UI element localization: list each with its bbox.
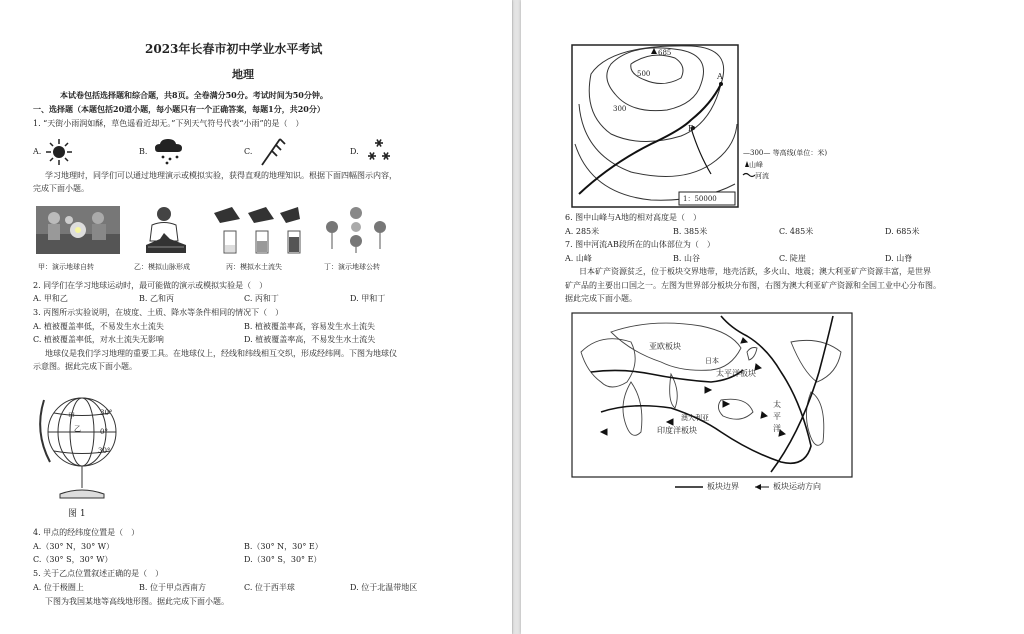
q3-opt-b: B. 植被覆盖率高，容易发生水土流失 — [244, 322, 375, 331]
q2-opt-d: D. 甲和丁 — [350, 294, 386, 303]
q7-stem: 7. 图中河流AB段所在的山体部位为（ ） — [565, 240, 715, 249]
plate-label-eurasian: 亚欧板块 — [649, 342, 681, 351]
wind-symbol-icon — [258, 134, 286, 168]
plate-label-australia: 澳大利亚 — [681, 414, 709, 422]
q3-opt-c: C. 植被覆盖率低，对水土流失无影响 — [33, 335, 164, 344]
legend-contour: —300— 等高线(单位：米) — [743, 149, 828, 157]
peak-elevation: 685 — [658, 49, 672, 57]
q4-opt-b: B.（30° N，30° E） — [244, 542, 323, 551]
mountain-demo-photo — [140, 205, 190, 255]
q3-opt-d: D. 植被覆盖率高，不易发生水土流失 — [244, 335, 376, 344]
q5-opt-c: C. 位于西半球 — [244, 583, 295, 592]
caption-yi: 乙：模拟山脉形成 — [134, 263, 190, 271]
q7-opt-d: D. 山脊 — [885, 254, 913, 263]
passage-4-line-1: 日本矿产资源贫乏，位于板块交界地带，地壳活跃，多火山、地震；澳大利亚矿产资源丰富，是世界 — [579, 267, 931, 276]
q6-opt-c: C. 485米 — [779, 227, 814, 236]
plate-label-japan: 日本 — [705, 357, 719, 365]
passage-4-line-2: 矿产品的主要出口国之一。左图为世界部分板块分布图，右图为澳大利亚矿产资源和全国工业中心分布图。 — [565, 281, 941, 290]
plate-label-pacific: 太平洋板块 — [716, 369, 756, 378]
q6-stem: 6. 图中山峰与A地的相对高度是（ ） — [565, 213, 701, 222]
point-b-label: B — [688, 124, 694, 133]
legend-river: 河流 — [755, 172, 769, 180]
globe-label-lat-s: 30° — [98, 447, 111, 455]
passage-2-line-1: 地球仪是我们学习地理的重要工具。在地球仪上，经线和纬线相互交织，形成经纬网。下图为地球仪 — [45, 349, 397, 358]
q3-opt-a: A. 植被覆盖率低，不易发生水土流失 — [33, 322, 164, 331]
figure-1-caption: 图 1 — [68, 509, 86, 519]
caption-bing: 丙：模拟水土流失 — [226, 263, 282, 271]
q7-opt-b: B. 山谷 — [673, 254, 700, 263]
legend-peak: 山峰 — [749, 161, 763, 169]
q7-opt-a: A. 山峰 — [565, 254, 592, 263]
legend-plate-motion: 板块运动方向 — [773, 482, 821, 491]
q1-opt-d: D. — [350, 147, 359, 156]
legend-symbols — [742, 159, 756, 181]
globe-figure — [30, 382, 130, 508]
q5-opt-b: B. 位于甲点西南方 — [139, 583, 206, 592]
globe-label-lat-n: 30° — [100, 409, 113, 417]
q4-opt-c: C.（30° S，30° W） — [33, 555, 113, 564]
exam-title: 2023年长春市初中学业水平考试 — [145, 42, 323, 56]
q7-opt-c: C. 陡崖 — [779, 254, 806, 263]
snow-symbol-icon — [364, 136, 394, 166]
contour-label-500: 500 — [637, 70, 651, 78]
plate-label-ocean-3: 洋 — [773, 424, 781, 433]
exam-page-2 — [521, 0, 1024, 634]
rotation-demo-photo — [36, 206, 120, 254]
erosion-demo-photo — [210, 205, 302, 257]
q6-opt-b: B. 385米 — [673, 227, 708, 236]
q1-stem: 1. “天街小雨润如酥，草色遥看近却无。”下列天气符号代表“小雨”的是（ ） — [33, 119, 304, 128]
section-heading: 一、选择题（本题包括20道小题，每小题只有一个正确答案，每题1分，共20分） — [33, 104, 325, 114]
plate-map — [571, 312, 853, 478]
q4-opt-d: D.（30° S，30° E） — [244, 555, 322, 564]
q2-opt-b: B. 乙和丙 — [139, 294, 174, 303]
q2-stem: 2. 同学们在学习地球运动时，最可能做的演示或模拟实验是（ ） — [33, 281, 268, 290]
legend-plate-boundary: 板块边界 — [707, 482, 739, 491]
q5-stem: 5. 关于乙点位置叙述正确的是（ ） — [33, 569, 164, 578]
caption-jia: 甲：演示地球自转 — [38, 263, 94, 271]
q1-opt-b: B. — [139, 147, 148, 156]
globe-label-equator: 0° — [100, 428, 108, 436]
plate-label-ocean-2: 平 — [773, 412, 781, 421]
q6-opt-a: A. 285米 — [565, 227, 600, 236]
q5-opt-d: D. 位于北温带地区 — [350, 583, 418, 592]
map-scale: 1：50000 — [683, 195, 717, 203]
contour-label-300: 300 — [613, 105, 627, 113]
globe-label-jia: 甲 — [68, 412, 75, 420]
q4-opt-a: A.（30° N，30° W） — [33, 542, 114, 551]
q4-stem: 4. 甲点的经纬度位置是（ ） — [33, 528, 140, 537]
point-a-label: A — [717, 72, 723, 81]
passage-2-line-2: 示意图。据此完成下面小题。 — [33, 362, 137, 371]
rain-symbol-icon — [152, 136, 186, 166]
q5-opt-a: A. 位于极圈上 — [33, 583, 84, 592]
q3-stem: 3. 丙图所示实验说明，在坡度、土质、降水等条件相同的情况下（ ） — [33, 308, 284, 317]
caption-ding: 丁：演示地球公转 — [324, 263, 380, 271]
q6-opt-d: D. 685米 — [885, 227, 920, 236]
passage-3: 下图为我国某地等高线地形图。据此完成下面小题。 — [45, 597, 229, 606]
q1-opt-a: A. — [33, 147, 42, 156]
plate-label-ocean-1: 太 — [773, 400, 781, 409]
q2-opt-c: C. 丙和丁 — [244, 294, 279, 303]
q1-opt-c: C. — [244, 147, 253, 156]
globe-label-yi: 乙 — [74, 425, 81, 433]
plate-label-indian: 印度洋板块 — [657, 426, 697, 435]
passage-1-line-2: 完成下面小题。 — [33, 184, 89, 193]
sun-symbol-icon — [44, 137, 74, 167]
exam-subject: 地理 — [232, 68, 254, 81]
q2-opt-a: A. 甲和乙 — [33, 294, 68, 303]
passage-4-line-3: 据此完成下面小题。 — [565, 294, 637, 303]
revolution-demo-photo — [322, 205, 390, 257]
contour-map — [571, 44, 739, 208]
exam-intro: 本试卷包括选择题和综合题，共8页。全卷满分50分。考试时间为50分钟。 — [60, 90, 328, 100]
passage-1-line-1: 学习地理时，同学们可以通过地理演示或模拟实验，获得直观的地理知识。根据下面四幅图示内容， — [45, 171, 397, 180]
